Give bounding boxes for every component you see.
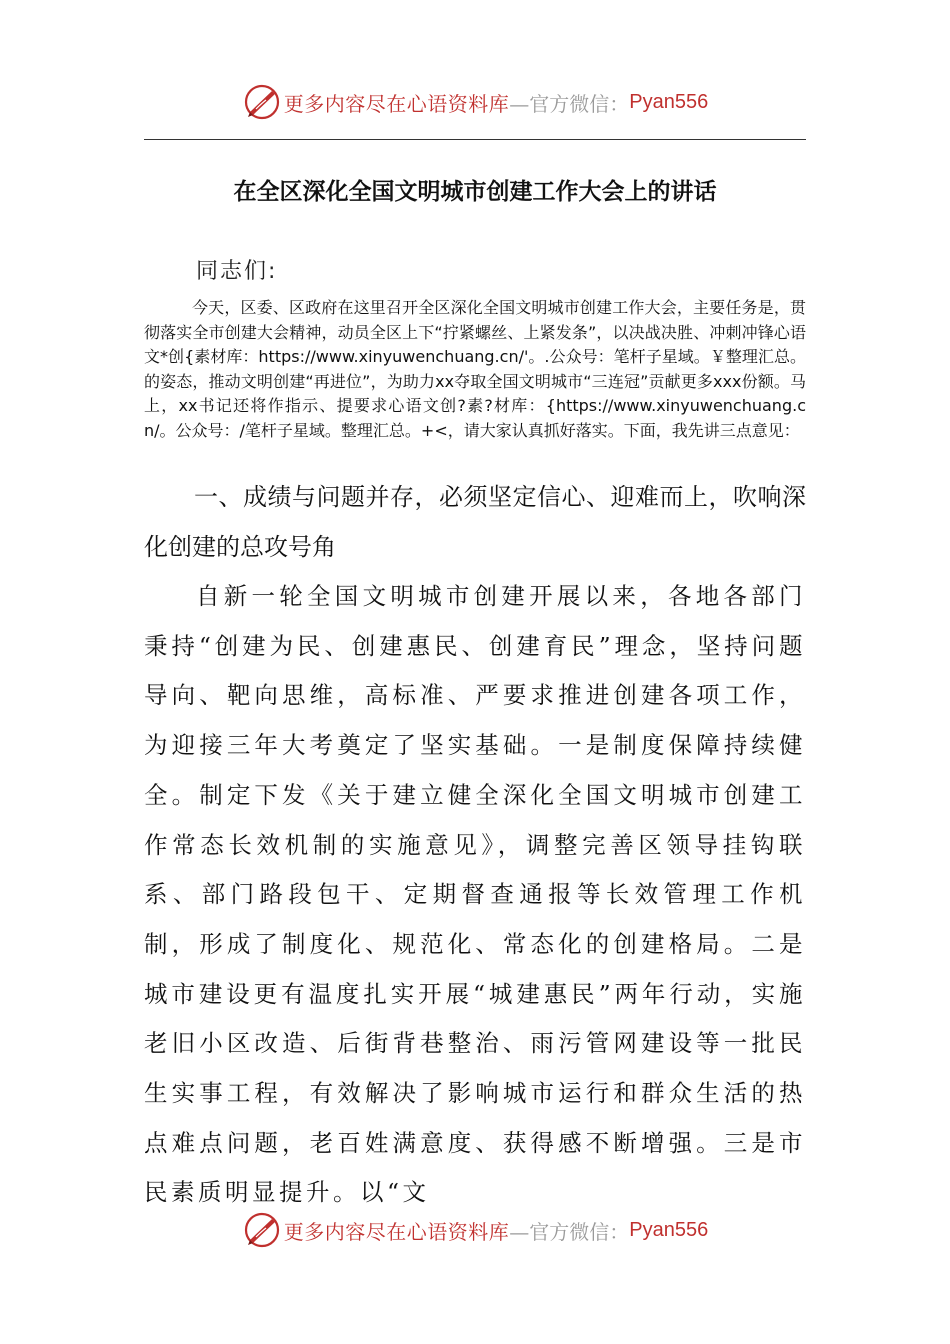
banner-wechat-id: Pyan556 bbox=[629, 1218, 709, 1241]
banner-wechat-id: Pyan556 bbox=[629, 90, 709, 113]
body-paragraph: 自新一轮全国文明城市创建开展以来，各地各部门秉持“创建为民、创建惠民、创建育民”理念，坚持问题导向、靶向思维，高标准、严要求推进创建各项工作，为迎接三年大考奠定了坚实基础。一是制度保障持续健全。制定下发《关于建立健全深化全国文明城市创建工作常态长效机制的实施意见》，调整完善区领导挂钩联系、部门路段包干、定期督查通报等长效管理工作机制，形成了制度化、规范化、常态化的创建格局。二是城市建设更有温度扎实开展“城建惠民”两年行动，实施老旧小区改造、后街背巷整治、雨污管网建设等一批民生实事工程，有效解决了影响城市运行和群众生活的热点难点问题，老百姓满意度、获得感不断增强。三是市民素质明显提升。以“文 bbox=[144, 582, 806, 1207]
pen-logo-icon bbox=[242, 1210, 282, 1250]
banner-main-text: 更多内容尽在心语资料库 bbox=[283, 91, 510, 116]
header-banner bbox=[0, 80, 950, 124]
document-title: 在全区深化全国文明城市创建工作大会上的讲话 bbox=[233, 178, 717, 205]
pen-logo-icon bbox=[242, 82, 282, 122]
footer-banner bbox=[0, 1208, 950, 1252]
section-heading: 一、成绩与问题并存，必须坚定信心、迎难而上，吹响深化创建的总攻号角 bbox=[144, 483, 806, 561]
banner-wechat-label: —官方微信： bbox=[509, 1219, 630, 1244]
banner-wechat-label: —官方微信： bbox=[509, 91, 630, 116]
salutation: 同志们: bbox=[196, 259, 278, 284]
banner-main-text: 更多内容尽在心语资料库 bbox=[283, 1219, 510, 1244]
intro-paragraph: 今天，区委、区政府在这里召开全区深化全国文明城市创建工作大会，主要任务是，贯彻落实全市创建大会精神，动员全区上下“拧紧螺丝、上紧发条”，以决战决胜、冲刺冲锋心语文*创{素材库：https://www.xinyuwenchuang.cn/'。.公众号：笔杆子星域。￥整理汇总。的姿态，推动文明创建“再进位”，为助力xx夺取全国文明城市“三连冠”贡献更多xxx份额。马上，xx书记还将作指示、提要求心语文创?素?材库：{https://www.xinyuwenchuang.cn/。公众号：/笔杆子星域。整理汇总。+<，请大家认真抓好落实。下面，我先讲三点意见： bbox=[144, 298, 806, 440]
header-divider bbox=[144, 139, 806, 140]
